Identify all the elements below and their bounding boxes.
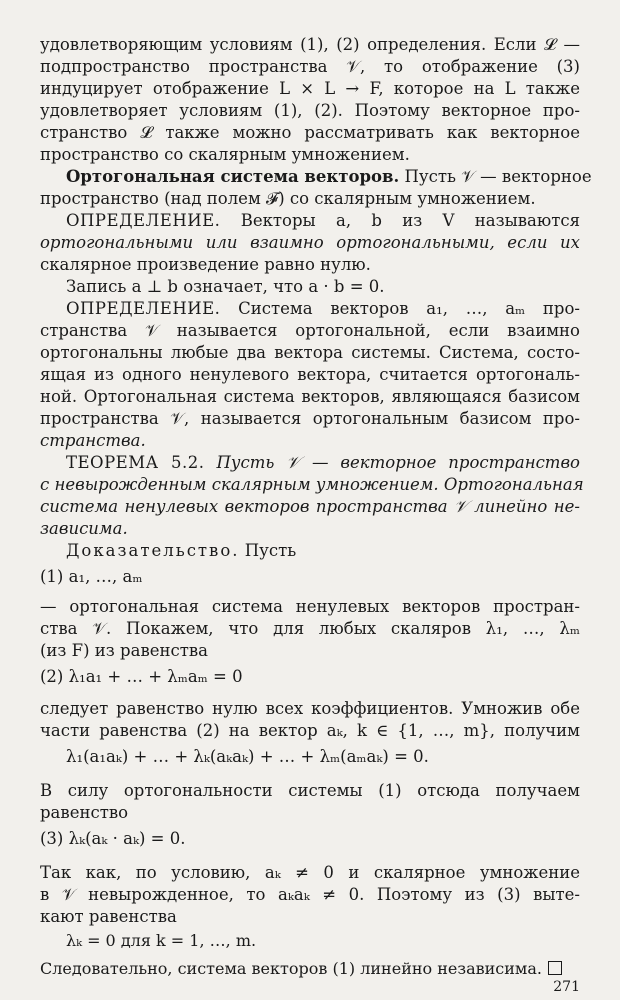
text-span: Пусть: [244, 541, 297, 560]
text-line: удовлетворяет условиям (1), (2). Поэтому векторное про-: [40, 101, 580, 120]
text-line: скалярное произведение равно нулю.: [40, 255, 371, 274]
conclusion-line: [0, 958, 620, 980]
text-line: части равенства (2) на вектор aₖ, k ∈ {1, …, m}, получим: [40, 721, 580, 740]
text-line: индуцирует отображение L × L → F, которое на L также: [40, 79, 580, 98]
theorem-label: ТЕОРЕМА 5.2.: [66, 453, 205, 472]
text-line: странства 𝒱 называется ортогональной, если взаимно: [40, 321, 580, 340]
definition-label: ОПРЕДЕЛЕНИЕ.: [66, 299, 221, 318]
section-heading-line: [0, 166, 620, 188]
proof-label: Доказательство.: [66, 541, 240, 560]
text-line: пространство (над полем 𝓕) со скалярным умножением.: [40, 189, 536, 208]
definition-line: [0, 298, 620, 320]
text-line: пространства 𝒱, называется ортогональным базисом про-: [40, 409, 580, 428]
text-line: зависима.: [40, 519, 128, 538]
text-line: ортогональны любые два вектора системы. Система, состо-: [40, 343, 580, 362]
definition-line: [0, 210, 620, 232]
formula-display: λ₁(a₁aₖ) + … + λₖ(aₖaₖ) + … + λₘ(aₘaₖ) = 0.: [66, 747, 429, 766]
page-number: 271: [553, 979, 580, 995]
section-heading: Ортогональная система векторов.: [66, 167, 400, 186]
definition-label: ОПРЕДЕЛЕНИЕ.: [66, 211, 221, 230]
text-line: Запись a ⊥ b означает, что a · b = 0.: [66, 277, 385, 296]
text-line: следует равенство нулю всех коэффициентов. Умножив обе: [40, 699, 580, 718]
text-line: подпространство пространства 𝒱, то отображение (3): [40, 57, 580, 76]
text-span: Пусть 𝒱 — векторное пространство: [216, 453, 580, 472]
formula-1: (1) a₁, …, aₘ: [40, 567, 143, 586]
text-line: В силу ортогональности системы (1) отсюда получаем: [40, 781, 580, 800]
text-span: Следовательно, система векторов (1) линейно независима.: [40, 959, 542, 978]
formula-2: (2) λ₁a₁ + … + λₘaₘ = 0: [40, 667, 243, 686]
text-line: равенство: [40, 803, 129, 822]
text-line: ортогональными или взаимно ортогональными, если их: [40, 233, 580, 252]
formula-lambda: λₖ = 0 для k = 1, …, m.: [66, 931, 257, 950]
text-line: пространство со скалярным умножением.: [40, 145, 410, 164]
qed-icon: [548, 961, 562, 975]
text-line: ства 𝒱. Покажем, что для любых скаляров λ₁, …, λₘ: [40, 619, 580, 638]
proof-line: [0, 540, 620, 562]
text-span: Пусть 𝒱 — векторное: [404, 167, 592, 186]
text-line: — ортогональная система ненулевых векторов простран-: [40, 597, 580, 616]
text-line: система ненулевых векторов пространства 𝒱 линейно не-: [40, 497, 580, 516]
text-line: ящая из одного ненулевого вектора, считается ортогональ-: [40, 365, 580, 384]
text-line: с невырожденным скалярным умножением. Ортогональная: [40, 475, 584, 494]
text-span: Система векторов a₁, …, aₘ про-: [238, 299, 580, 318]
text-line: странства.: [40, 431, 146, 450]
text-line: (из F) из равенства: [40, 641, 208, 660]
theorem-line: [0, 452, 620, 474]
formula-3: (3) λₖ(aₖ · aₖ) = 0.: [40, 829, 186, 848]
text-line: странство 𝓛 также можно рассматривать как векторное: [40, 123, 580, 142]
text-line: в 𝒱 невырожденное, то aₖaₖ ≠ 0. Поэтому из (3) выте-: [40, 885, 580, 904]
text-line: кают равенства: [40, 907, 177, 926]
text-line: удовлетворяющим условиям (1), (2) определения. Если 𝓛 —: [40, 35, 580, 54]
text-line: Так как, по условию, aₖ ≠ 0 и скалярное умножение: [40, 863, 580, 882]
text-line: ной. Ортогональная система векторов, являющаяся базисом: [40, 387, 580, 406]
text-span: Векторы a, b из V называются: [240, 211, 580, 230]
